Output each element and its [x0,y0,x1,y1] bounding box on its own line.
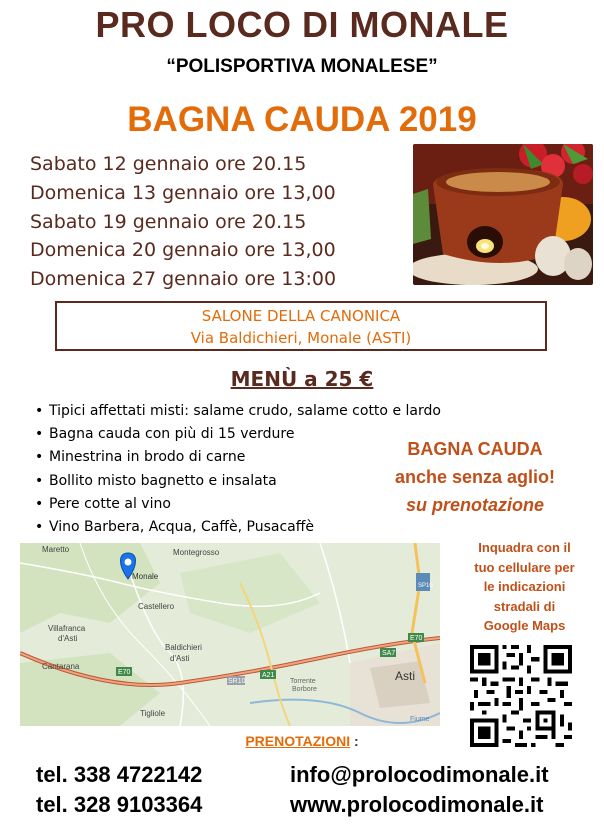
menu-item: • Minestrina in brodo di carne [35,446,441,469]
map-label: Monale [132,572,159,581]
map-label: d'Asti [170,654,190,663]
qr-instruction-line: tuo cellulare per [474,559,575,575]
website-link[interactable]: www.prolocodimonale.it [290,792,544,817]
map-road-label: SR10 [228,678,246,685]
phone-number-2[interactable]: tel. 328 9103364 [36,792,203,817]
reservations-label: PRENOTAZIONI [245,733,351,749]
map-road-label: A21 [262,672,275,679]
bagna-cauda-photo [413,144,593,285]
map-road-label: E70 [118,669,131,676]
event-date: Sabato 12 gennaio ore 20.15 [30,153,307,175]
promo-box [360,436,590,518]
event-date: Domenica 20 gennaio ore 13,00 [30,239,336,262]
map-road-label: E70 [410,635,423,642]
menu-item: • Pere cotte al vino [35,493,441,516]
event-date: Sabato 19 gennaio ore 20.15 [30,210,307,233]
map-label: Fiume [410,716,430,723]
event-dates [30,150,336,294]
page-title: PRO LOCO DI MONALE [95,4,509,45]
menu-item: • Tipici affettati misti: salame crudo, salame cotto e lardo [35,400,441,423]
map-label: d'Asti [58,634,78,643]
map-label: Baldichieri [165,643,202,652]
map-road-label: SP10 [418,583,433,589]
promo-title: BAGNA CAUDA [407,439,543,459]
venue-name: SALONE DELLA CANONICA [201,307,401,325]
qr-instructions [452,538,597,636]
location-map[interactable] [20,543,440,726]
event-date: Domenica 27 gennaio ore 13:00 [30,268,337,291]
map-label: Villafranca [48,624,86,633]
menu-title: MENÙ a 25 € [230,367,374,391]
qr-instruction-line: stradali di [493,598,556,614]
map-road-label: SA7 [382,650,396,657]
promo-no-garlic: anche senza aglio! [394,467,556,487]
map-label: Asti [395,669,416,683]
reservations-colon: : [353,733,359,749]
map-label: Cantarana [42,662,80,671]
map-label: Montegrosso [173,548,220,557]
promo-reservation: su prenotazione [405,495,544,515]
event-title: BAGNA CAUDA 2019 [127,100,477,139]
menu-item: • Bollito misto bagnetto e insalata [35,470,441,493]
map-label: Maretto [42,545,70,554]
map-label: Castellero [138,602,175,611]
menu-item: • Bagna cauda con più di 15 verdure [35,423,441,446]
venue-address: Via Baldichieri, Monale (ASTI) [190,329,412,347]
reservations-heading [0,733,604,749]
page-subtitle: “POLISPORTIVA MONALESE” [166,56,438,77]
map-label: Tigliole [140,709,166,718]
menu-item: • Vino Barbera, Acqua, Caffè, Pusacaffè [35,516,441,539]
venue-box [55,301,547,351]
phone-number-1[interactable]: tel. 338 4722142 [36,762,203,787]
email-link[interactable]: info@prolocodimonale.it [290,762,549,787]
event-date: Domenica 13 gennaio ore 13,00 [30,181,336,204]
map-label: Torrente [290,678,316,685]
map-label: Borbore [292,686,317,693]
qr-instruction-line: Google Maps [483,618,566,633]
qr-instruction-line: Inquadra con il [478,540,571,555]
qr-instruction-line: le indicazioni [483,579,566,594]
